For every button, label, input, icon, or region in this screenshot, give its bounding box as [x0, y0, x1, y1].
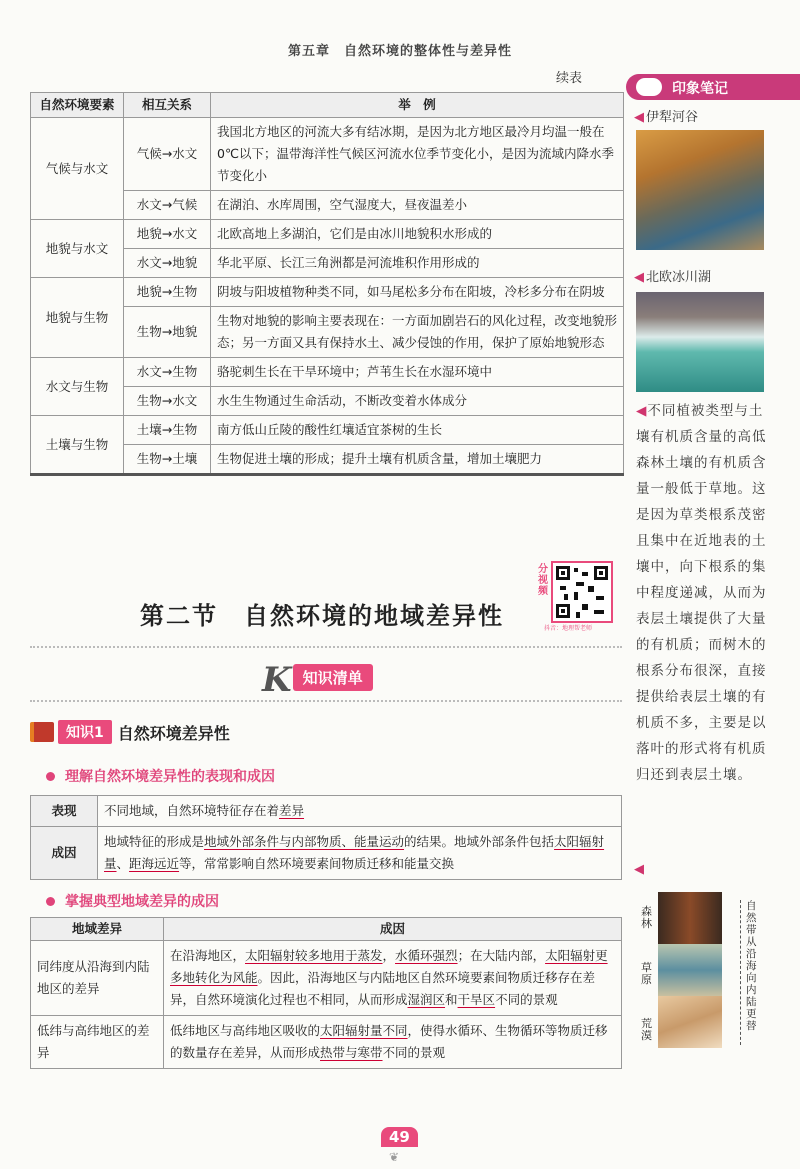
cause-text: 在沿海地区，太阳辐射较多地用于蒸发，水循环强烈；在大陆内部，太阳辐射更多地转化为风能。因此，沿海地区与内陆地区自然环境要素间物质迁移存在差异，自然环境演化过程也不相同，从而形成湿润区和干旱区不同的景观 [164, 941, 622, 1016]
group-label: 地貌与生物 [31, 278, 124, 358]
knowledge-topic: 自然环境差异性 [117, 723, 230, 743]
example-cell: 北欧高地上多湖泊，它们是由冰川地貌积水形成的 [211, 220, 624, 249]
glacier-lake-photo [636, 292, 764, 392]
chapter-header: 第五章 自然环境的整体性与差异性 [287, 44, 512, 59]
photo-caption: ◀ 伊犁河谷 [634, 110, 699, 125]
relation-cell: 生物→土壤 [124, 445, 211, 475]
example-cell: 我国北方地区的河流大多有结冰期，是因为北方地区最冷月均温一般在0℃以下；温带海洋性气候区河流水位季节变化小，是因为流域内降水季节变化小 [211, 118, 624, 191]
direction-arrow [740, 900, 742, 1045]
subheading-2 [46, 891, 219, 911]
sidebar-title: 印象笔记 [672, 81, 728, 97]
divider [30, 646, 622, 648]
cause-text: 低纬地区与高纬地区吸收的太阳辐射量不同，使得水循环、生物循环等物质迁移的数量存在差异，从而形成热带与寒带不同的景观 [164, 1016, 622, 1069]
table-header: 相互关系 [124, 93, 211, 118]
knowledge-tag: 知识1 [58, 720, 112, 744]
ili-valley-photo [636, 130, 764, 250]
subheading-text: 掌握典型地域差异的成因 [65, 894, 219, 910]
desert-image [658, 996, 722, 1048]
bullet-icon [46, 772, 55, 781]
relation-cell: 生物→水文 [124, 387, 211, 416]
qr-label: 分视频 [538, 564, 548, 597]
group-label: 水文与生物 [31, 358, 124, 416]
row-head: 成因 [31, 827, 98, 880]
regional-difference-table [30, 917, 622, 1069]
relation-cell: 土壤→生物 [124, 416, 211, 445]
sidebar-note: ◀不同植被类型与土壤有机质含量的高低 森林土壤的有机质含量一般低于草地。这是因为草类根系茂密且集中在近地表的土壤中，向下根系的集中程度递减，从而为表层土壤提供了大量的有机质；而树木的根系分布很深，直接提供给表层土壤的有机质不多，主要是以落叶的形式将有机质归还到表层土壤。 [636, 403, 767, 783]
example-cell: 华北平原、长江三角洲都是河流堆积作用形成的 [211, 249, 624, 278]
table-header: 成因 [164, 918, 622, 941]
example-cell: 在湖泊、水库周围，空气湿度大，昼夜温差小 [211, 191, 624, 220]
relation-cell: 水文→地貌 [124, 249, 211, 278]
photo-caption: ◀ 北欧冰川湖 [634, 270, 712, 285]
group-label: 土壤与生物 [31, 416, 124, 475]
example-cell: 骆驼刺生长在干旱环境中；芦苇生长在水湿环境中 [211, 358, 624, 387]
book-icon [30, 722, 54, 742]
continued-label: 续表 [556, 71, 583, 86]
row-text: 不同地域，自然环境特征存在着差异 [98, 796, 622, 827]
strip-label: 荒漠 [641, 1017, 652, 1042]
example-cell: 阴坡与阳坡植物种类不同，如马尾松多分布在阳坡，冷杉多分布在阴坡 [211, 278, 624, 307]
divider [30, 700, 622, 702]
example-cell: 水生生物通过生命活动，不断改变着水体成分 [211, 387, 624, 416]
region-label: 同纬度从沿海到内陆地区的差异 [31, 941, 164, 1016]
group-label: 地貌与水文 [31, 220, 124, 278]
example-cell: 生物促进土壤的形成；提升土壤有机质含量，增加土壤肥力 [211, 445, 624, 475]
forest-image [658, 892, 722, 944]
row-text: 地域特征的形成是地域外部条件与内部物质、能量运动的结果。地域外部条件包括太阳辐射量、距海远近等，常常影响自然环境要素间物质迁移和能量交换 [98, 827, 622, 880]
strip-label: 森林 [641, 905, 652, 930]
relation-cell: 水文→气候 [124, 191, 211, 220]
relation-cell: 气候→水文 [124, 118, 211, 191]
difference-table [30, 795, 622, 880]
section-title: 第二节 自然环境的地域差异性 [140, 601, 504, 630]
leaf-icon: ❦ [389, 1150, 400, 1164]
row-head: 表现 [31, 796, 98, 827]
subheading-text: 理解自然环境差异性的表现和成因 [65, 769, 275, 785]
subheading-1 [46, 766, 275, 786]
bullet-icon [46, 897, 55, 906]
relations-table [30, 92, 624, 476]
relation-cell: 地貌→水文 [124, 220, 211, 249]
example-cell: 南方低山丘陵的酸性红壤适宜茶树的生长 [211, 416, 624, 445]
knowledge-list-label: 知识清单 [293, 664, 373, 691]
sidebar-header [626, 74, 800, 100]
qr-caption: 抖音：地理帮老师 [544, 625, 593, 632]
elephant-icon [636, 78, 662, 96]
video-qr[interactable] [538, 560, 616, 634]
table-header: 地域差异 [31, 918, 164, 941]
k-logo: K [262, 660, 292, 700]
region-label: 低纬与高纬地区的差异 [31, 1016, 164, 1069]
vegetation-strip [658, 892, 722, 1048]
knowledge-list-banner [262, 660, 373, 700]
relation-cell: 水文→生物 [124, 358, 211, 387]
table-header: 举 例 [211, 93, 624, 118]
relation-cell: 生物→地貌 [124, 307, 211, 358]
relation-cell: 地貌→生物 [124, 278, 211, 307]
strip-caption: 自然带从沿海向内陆更替 [746, 900, 757, 1032]
example-cell: 生物对地貌的影响主要表现在：一方面加剧岩石的风化过程，改变地貌形态；另一方面又具有保持水土、减少侵蚀的作用，保护了原始地貌形态 [211, 307, 624, 358]
table-header: 自然环境要素 [31, 93, 124, 118]
grassland-image [658, 944, 722, 996]
strip-label: 草原 [641, 961, 652, 986]
knowledge-point [30, 720, 230, 744]
arrow-icon: ◀ [634, 862, 644, 877]
group-label: 气候与水文 [31, 118, 124, 220]
page-number: 49 [381, 1127, 418, 1147]
